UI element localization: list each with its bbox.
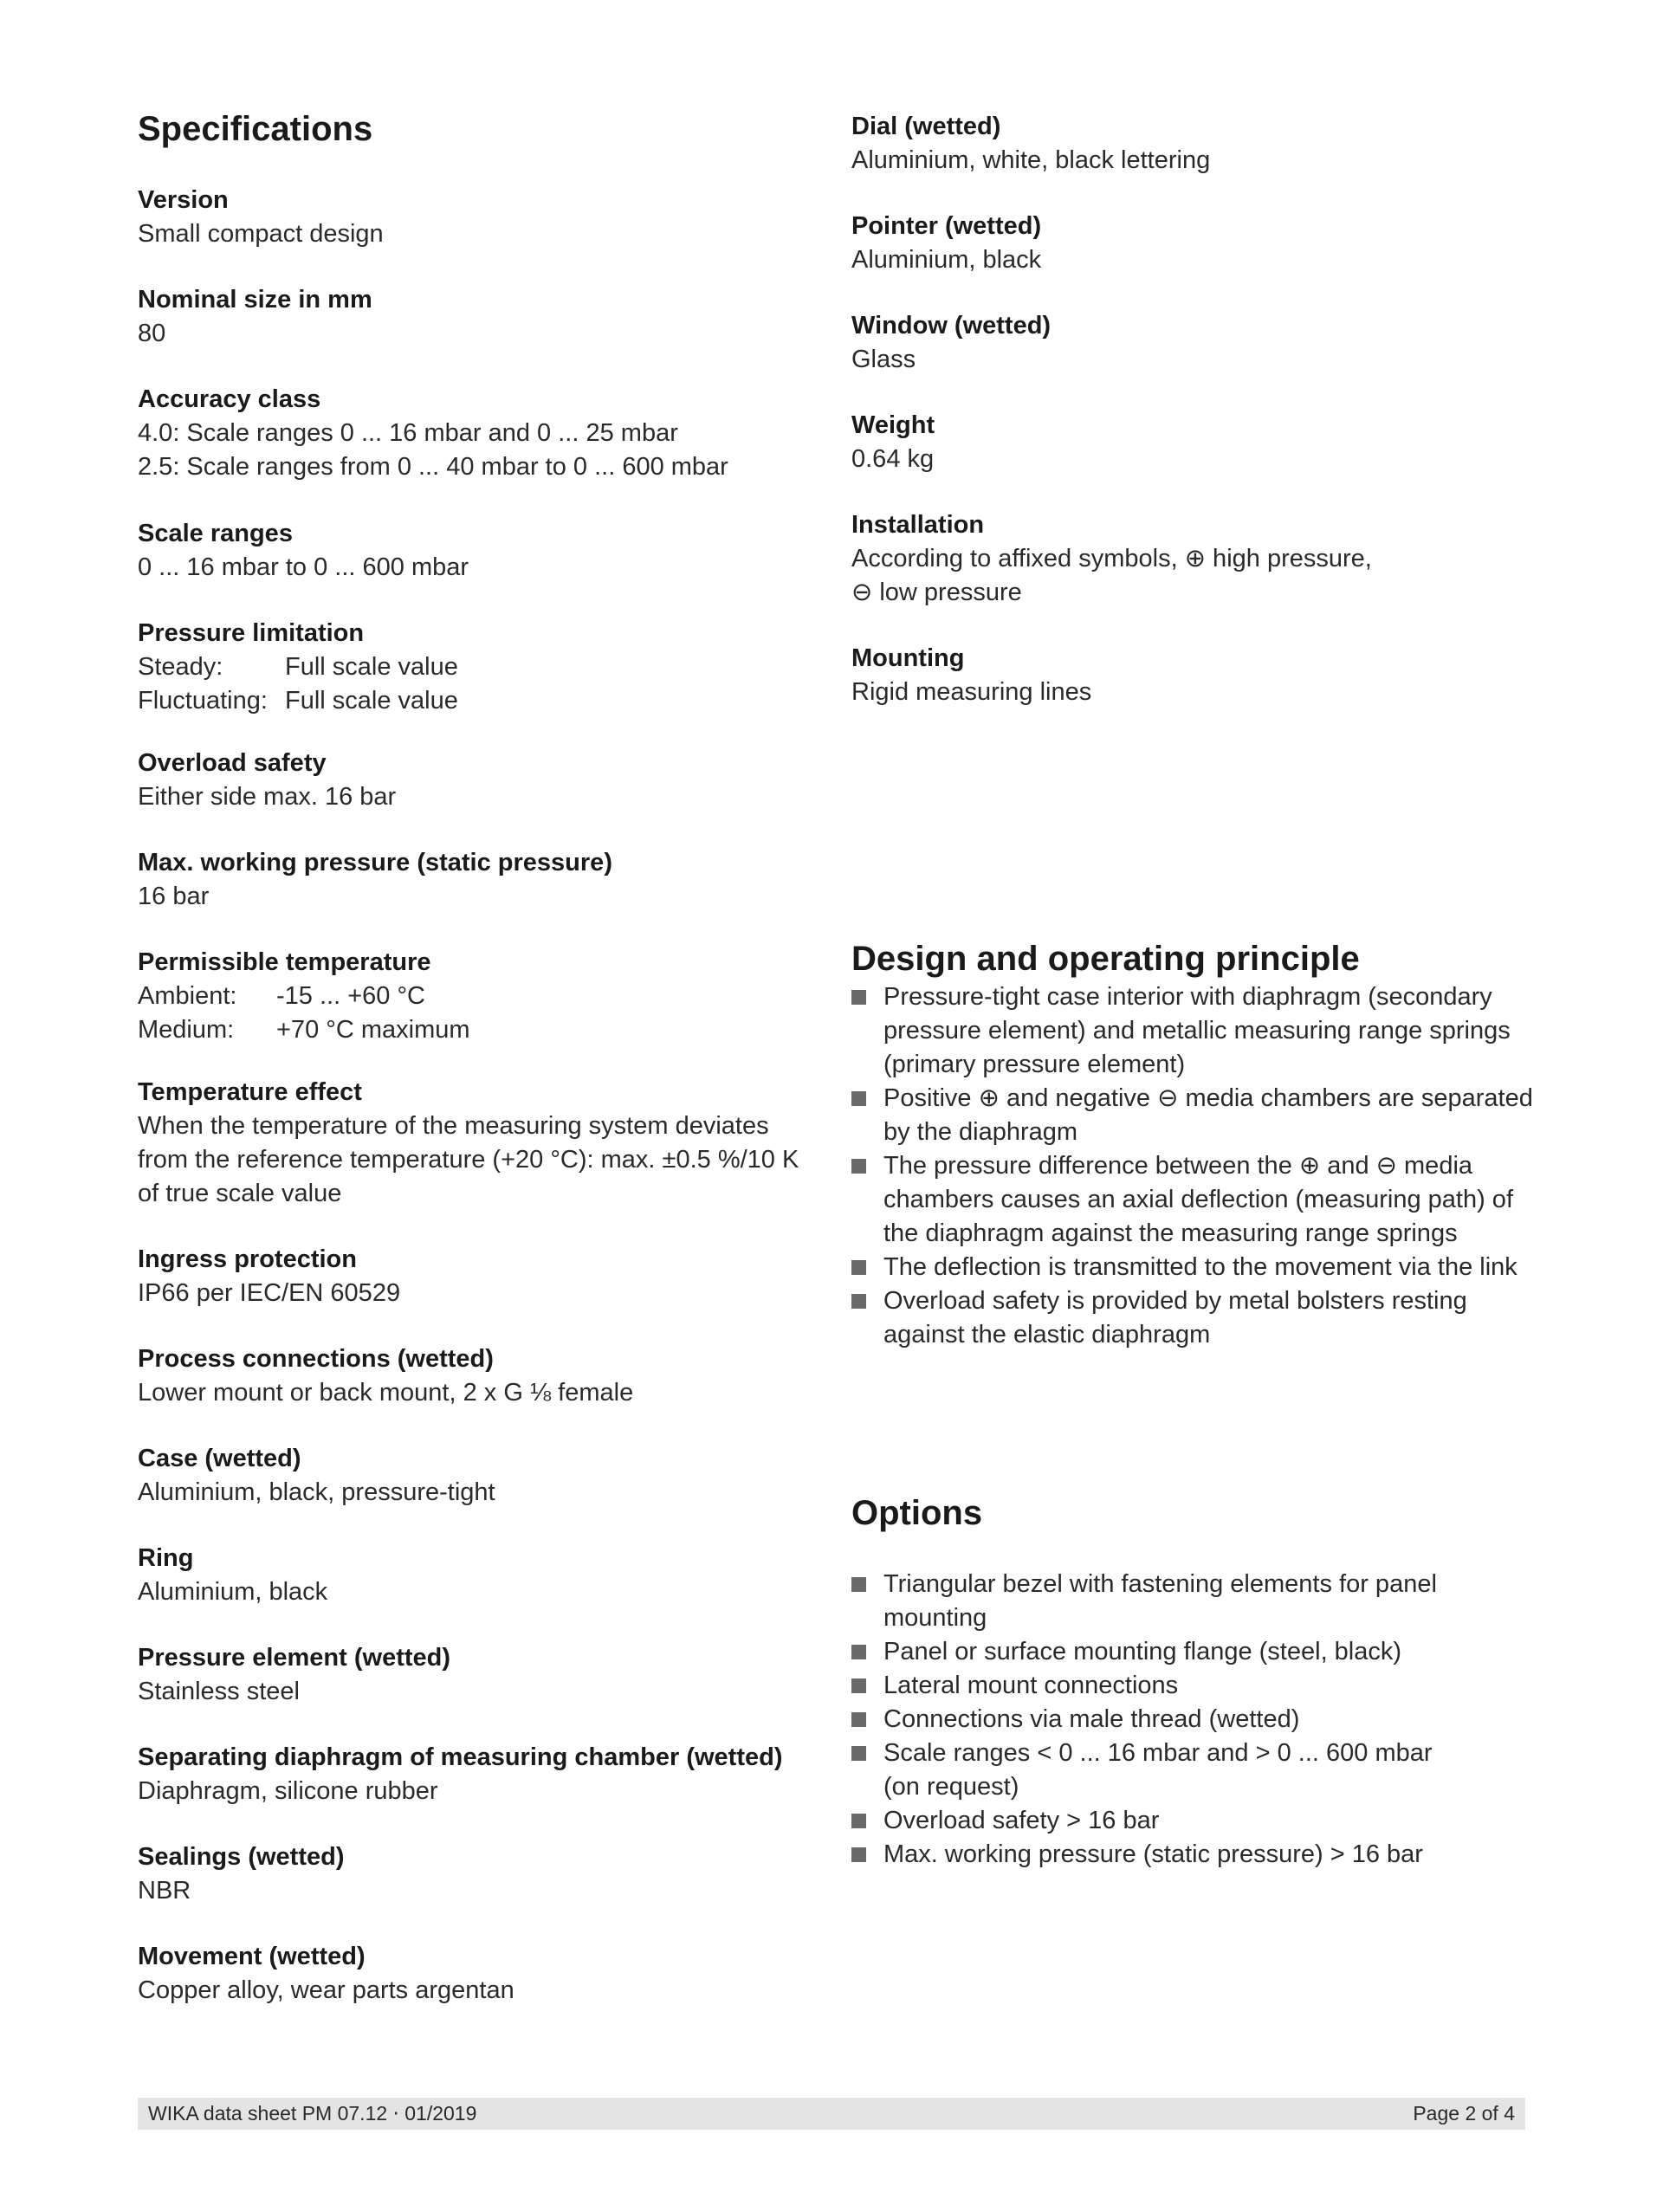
list-item: [851, 1568, 1437, 1635]
row-key: Fluctuating:: [138, 687, 268, 715]
spec-mounting: [851, 642, 1544, 709]
spec-row: [138, 1013, 813, 1047]
bullet-square-icon: [851, 1645, 866, 1659]
spec-value: 16 bar: [138, 883, 210, 910]
spec-value: Aluminium, black, pressure-tight: [138, 1478, 495, 1506]
list-item-text: chambers causes an axial deflection (measuring path) of: [883, 1186, 1513, 1213]
list-item-text: The deflection is transmitted to the movement via the link: [883, 1253, 1517, 1281]
bullet-square-icon: [851, 990, 866, 1005]
list-item-text: Lateral mount connections: [883, 1672, 1179, 1699]
spec-label: Ring: [138, 1544, 194, 1572]
spec-ring: [138, 1542, 813, 1609]
list-item-text: Connections via male thread (wetted): [883, 1705, 1300, 1733]
bullet-square-icon: [851, 1678, 866, 1693]
spec-value: Glass: [851, 346, 916, 373]
spec-label: Nominal size in mm: [138, 286, 372, 314]
footer-page-number: Page 2 of 4: [1413, 2102, 1515, 2125]
spec-row: [138, 980, 813, 1013]
spec-value-line: 2.5: Scale ranges from 0 ... 40 mbar to 0 ... 600 mbar: [138, 453, 728, 481]
spec-value: Diaphragm, silicone rubber: [138, 1777, 438, 1805]
spec-pressure-limitation: [138, 617, 813, 718]
list-item: [851, 1149, 1533, 1251]
list-item-text: Triangular bezel with fastening elements for panel: [883, 1570, 1437, 1598]
spec-label: Pressure element (wetted): [138, 1644, 451, 1672]
list-item-text: Positive ⊕ and negative ⊖ media chambers are separated: [883, 1084, 1533, 1112]
spec-value-line: According to affixed symbols, ⊕ high pressure,: [851, 545, 1372, 572]
row-key: Ambient:: [138, 982, 237, 1010]
spec-value: 80: [138, 320, 166, 347]
list-item: [851, 1804, 1437, 1838]
list-item: [851, 1703, 1437, 1737]
list-item: [851, 1082, 1533, 1149]
spec-value-line: ⊖ low pressure: [851, 579, 1022, 606]
spec-movement: [138, 1940, 813, 2008]
bullet-square-icon: [851, 1091, 866, 1106]
spec-value-line: When the temperature of the measuring system deviates: [138, 1112, 769, 1140]
spec-permissible-temperature: [138, 946, 813, 1047]
spec-label: Weight: [851, 411, 935, 439]
spec-label: Version: [138, 186, 229, 214]
spec-label: Case (wetted): [138, 1445, 301, 1472]
list-item-text: by the diaphragm: [883, 1118, 1078, 1146]
spec-weight: [851, 409, 1544, 476]
footer-document-id: WIKA data sheet PM 07.12 ⋅ 01/2019: [148, 2102, 477, 2125]
spec-value: Aluminium, black: [851, 246, 1042, 274]
spec-label: Max. working pressure (static pressure): [138, 849, 612, 876]
bullet-square-icon: [851, 1814, 866, 1828]
options-bullet-list: [851, 1568, 1437, 1872]
spec-value: Either side max. 16 bar: [138, 783, 397, 811]
design-bullet-list: [851, 980, 1533, 1352]
list-item-text: Pressure-tight case interior with diaphragm (secondary: [883, 983, 1492, 1011]
specifications-title: Specifications: [138, 110, 373, 148]
spec-temperature-effect: [138, 1076, 813, 1211]
spec-value: Copper alloy, wear parts argentan: [138, 1976, 514, 2004]
spec-value: 0.64 kg: [851, 445, 935, 473]
spec-nominal-size: [138, 283, 813, 351]
spec-label: Window (wetted): [851, 312, 1052, 340]
list-item-text: (primary pressure element): [883, 1051, 1186, 1078]
spec-value: NBR: [138, 1877, 191, 1905]
list-item-text: Overload safety > 16 bar: [883, 1807, 1160, 1834]
bullet-square-icon: [851, 1294, 866, 1309]
spec-dial: [851, 110, 1544, 178]
page-footer: [138, 2098, 1525, 2130]
list-item: [851, 980, 1533, 1082]
row-key: Steady:: [138, 653, 223, 681]
spec-label: Movement (wetted): [138, 1943, 366, 1970]
list-item: [851, 1737, 1437, 1804]
list-item-text: Panel or surface mounting flange (steel, black): [883, 1638, 1402, 1665]
spec-label: Scale ranges: [138, 520, 293, 547]
spec-label: Mounting: [851, 644, 965, 672]
bullet-square-icon: [851, 1260, 866, 1275]
spec-accuracy-class: [138, 383, 813, 484]
spec-overload-safety: [138, 747, 813, 814]
spec-label: Dial (wetted): [851, 113, 1001, 140]
bullet-square-icon: [851, 1746, 866, 1761]
spec-pointer: [851, 210, 1544, 277]
row-value: -15 ... +60 °C: [276, 982, 425, 1010]
list-item-text: against the elastic diaphragm: [883, 1321, 1211, 1349]
spec-version: [138, 184, 813, 251]
list-item-text: Overload safety is provided by metal bolsters resting: [883, 1287, 1467, 1315]
spec-value: Small compact design: [138, 220, 384, 248]
list-item-text: The pressure difference between the ⊕ and ⊖ media: [883, 1152, 1473, 1180]
spec-label: Separating diaphragm of measuring chamber (wetted): [138, 1743, 783, 1771]
spec-ingress-protection: [138, 1243, 813, 1310]
bullet-square-icon: [851, 1712, 866, 1727]
row-value: Full scale value: [285, 687, 458, 715]
list-item-text: pressure element) and metallic measuring range springs: [883, 1017, 1511, 1045]
spec-scale-ranges: [138, 517, 813, 585]
spec-label: Temperature effect: [138, 1078, 362, 1106]
spec-label: Overload safety: [138, 749, 327, 777]
spec-label: Pointer (wetted): [851, 212, 1042, 240]
list-item-text: the diaphragm against the measuring range springs: [883, 1219, 1458, 1247]
options-title: Options: [851, 1494, 983, 1532]
spec-label: Process connections (wetted): [138, 1345, 494, 1373]
spec-label: Installation: [851, 511, 985, 539]
spec-window: [851, 309, 1544, 377]
design-title: Design and operating principle: [851, 940, 1360, 978]
spec-row: [138, 650, 813, 684]
row-value: +70 °C maximum: [276, 1016, 470, 1044]
list-item: [851, 1635, 1437, 1669]
spec-value: Rigid measuring lines: [851, 678, 1092, 706]
list-item: [851, 1251, 1533, 1284]
spec-value: 0 ... 16 mbar to 0 ... 600 mbar: [138, 553, 469, 581]
spec-row: [138, 684, 813, 718]
spec-value: Aluminium, white, black lettering: [851, 146, 1211, 174]
list-item: [851, 1669, 1437, 1703]
row-value: Full scale value: [285, 653, 458, 681]
bullet-square-icon: [851, 1847, 866, 1862]
list-item-text: (on request): [883, 1773, 1019, 1801]
bullet-square-icon: [851, 1577, 866, 1592]
spec-value: Aluminium, black: [138, 1578, 328, 1606]
spec-max-working-pressure: [138, 846, 813, 914]
spec-label: Ingress protection: [138, 1245, 357, 1273]
spec-value: Lower mount or back mount, 2 x G ⅛ female: [138, 1379, 634, 1407]
list-item-text: mounting: [883, 1604, 987, 1632]
spec-label: Sealings (wetted): [138, 1843, 345, 1871]
spec-label: Pressure limitation: [138, 619, 365, 647]
spec-value-line: 4.0: Scale ranges 0 ... 16 mbar and 0 ... 25 mbar: [138, 419, 678, 447]
list-item-text: Scale ranges < 0 ... 16 mbar and > 0 ... 600 mbar: [883, 1739, 1433, 1767]
spec-sealings: [138, 1840, 813, 1908]
spec-value-line: of true scale value: [138, 1180, 342, 1207]
list-item-text: Max. working pressure (static pressure) > 16 bar: [883, 1840, 1423, 1868]
spec-value-line: from the reference temperature (+20 °C): max. ±0.5 %/10 K: [138, 1146, 799, 1174]
row-key: Medium:: [138, 1016, 235, 1044]
spec-label: Accuracy class: [138, 385, 321, 413]
spec-process-connections: [138, 1342, 813, 1410]
spec-installation: [851, 508, 1544, 610]
list-item: [851, 1838, 1437, 1872]
spec-separating-diaphragm: [138, 1741, 813, 1808]
spec-value: Stainless steel: [138, 1678, 300, 1705]
spec-case: [138, 1442, 813, 1510]
spec-value: IP66 per IEC/EN 60529: [138, 1279, 401, 1307]
spec-pressure-element: [138, 1641, 813, 1709]
bullet-square-icon: [851, 1159, 866, 1174]
spec-label: Permissible temperature: [138, 948, 431, 976]
list-item: [851, 1284, 1533, 1352]
